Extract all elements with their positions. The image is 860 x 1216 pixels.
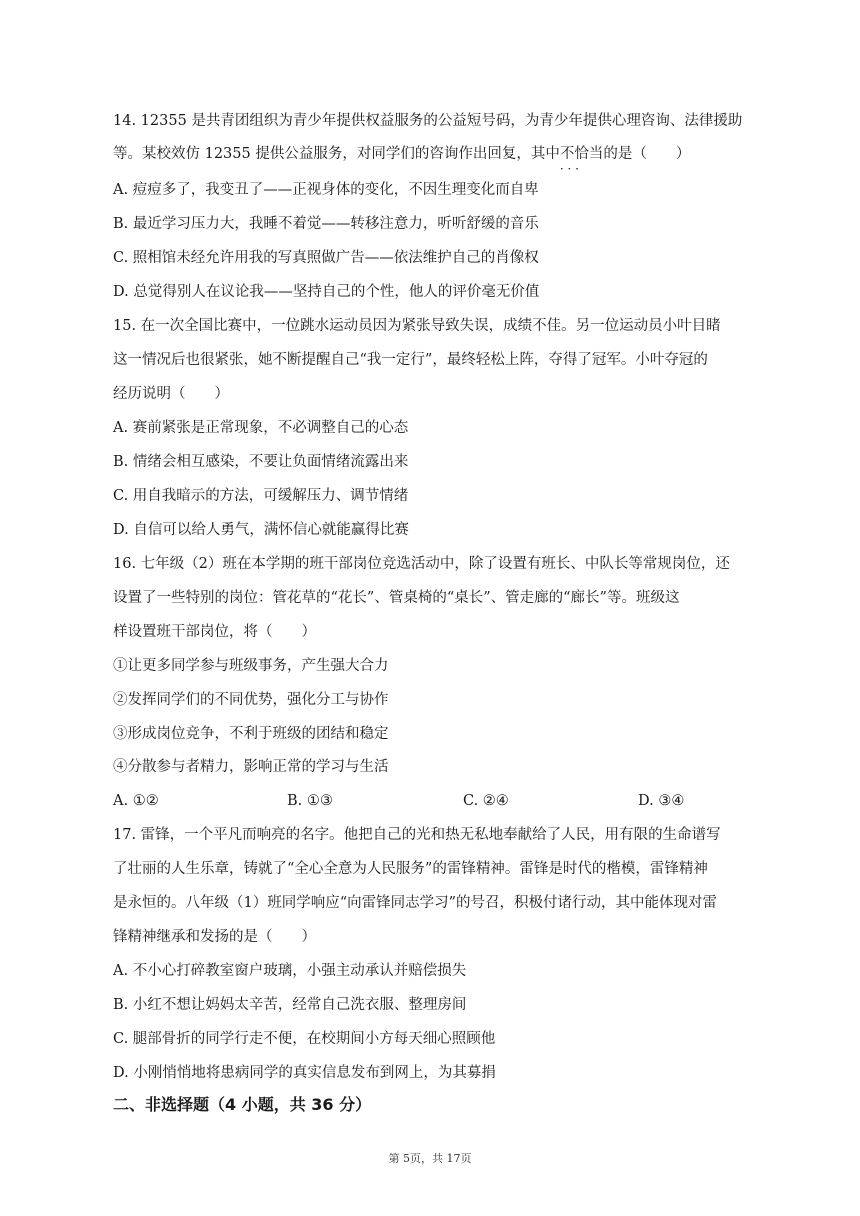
- q16-statement-4: ④分散参与者精力，影响正常的学习与生活: [113, 759, 389, 775]
- q16-stem-line-2: 设置了一些特别的岗位：管花草的“花长”、管桌椅的“桌长”、管走廊的“廊长”等。班级这: [113, 590, 680, 606]
- q17-option-d: D. 小刚悄悄地将患病同学的真实信息发布到网上，为其募捐: [113, 1065, 496, 1081]
- q16-stem-line-1: 16. 七年级（2）班在本学期的班干部岗位竞选活动中，除了设置有班长、中队长等常规岗位，还: [113, 556, 730, 572]
- q16-statement-1: ①让更多同学参与班级事务，产生强大合力: [113, 658, 389, 674]
- q16-choice-a: A. ①②: [113, 793, 159, 809]
- q14-stem-after: 的是（ ）: [603, 146, 691, 162]
- q16-choice-c: C. ②④: [463, 793, 509, 809]
- q17-stem-line-4: 锋精神继承和发扬的是（ ）: [113, 929, 316, 945]
- q15-option-d: D. 自信可以给人勇气，满怀信心就能赢得比赛: [113, 522, 409, 538]
- q14-option-d: D. 总觉得别人在议论我——坚持自己的个性，他人的评价毫无价值: [113, 284, 540, 300]
- q16-statement-3: ③形成岗位竞争，不利于班级的团结和稳定: [113, 726, 389, 742]
- q17-stem-line-3: 是永恒的。八年级（1）班同学响应“向雷锋同志学习”的号召，积极付诸行动，其中能体现对雷: [113, 895, 718, 911]
- q16-choice-d: D. ③④: [638, 793, 685, 809]
- q14-stem-line-2: [113, 144, 753, 164]
- q15-stem-line-3: 经历说明（ ）: [113, 386, 229, 402]
- q15-option-a: A. 赛前紧张是正常现象，不必调整自己的心态: [113, 420, 409, 436]
- q16-stem-line-3: 样设置班干部岗位，将（ ）: [113, 624, 316, 640]
- q17-option-a: A. 不小心打碎教室窗户玻璃，小强主动承认并赔偿损失: [113, 963, 467, 979]
- q14-stem-before: 等。某校效仿 12355 提供公益服务，对同学们的咨询作出回复，其中: [113, 146, 560, 162]
- q14-option-c: C. 照相馆未经允许用我的写真照做广告——依法维护自己的肖像权: [113, 250, 539, 266]
- q14-stem-line-1: 14. 12355 是共青团组织为青少年提供权益服务的公益短号码，为青少年提供心理咨询、法律援助: [113, 113, 743, 129]
- q14-option-a: A. 痘痘多了，我变丑了——正视身体的变化，不因生理变化而自卑: [113, 182, 539, 198]
- q17-stem-line-2: 了壮丽的人生乐章，铸就了“全心全意为人民服务”的雷锋精神。雷锋是时代的楷模，雷锋精神: [113, 861, 708, 877]
- q17-option-c: C. 腿部骨折的同学行走不便，在校期间小方每天细心照顾他: [113, 1031, 496, 1047]
- q15-option-c: C. 用自我暗示的方法，可缓解压力、调节情绪: [113, 488, 409, 504]
- q17-stem-line-1: 17. 雷锋，一个平凡而响亮的名字。他把自己的光和热无私地奉献给了人民，用有限的生命谱写: [113, 827, 721, 843]
- q17-option-b: B. 小红不想让妈妈太辛苦，经常自己洗衣服、整理房间: [113, 997, 467, 1013]
- section-heading: 二、非选择题（4 小题，共 36 分）: [113, 1095, 372, 1114]
- q14-emphasis-text: 不恰当 · · ·: [560, 146, 604, 162]
- page-number-footer: 第 5页，共 17页: [388, 1152, 472, 1165]
- q14-option-b: B. 最近学习压力大，我睡不着觉——转移注意力，听听舒缓的音乐: [113, 216, 539, 232]
- q15-stem-line-2: 这一情况后也很紧张，她不断提醒自己“我一定行”，最终轻松上阵，夺得了冠军。小叶夺冠的: [113, 352, 708, 368]
- q16-choice-b: B. ①③: [287, 793, 333, 809]
- q16-choice-row: [113, 791, 753, 811]
- q15-stem-line-1: 15. 在一次全国比赛中，一位跳水运动员因为紧张导致失误，成绩不佳。另一位运动员小叶目睹: [113, 318, 721, 334]
- q16-statement-2: ②发挥同学们的不同优势，强化分工与协作: [113, 692, 389, 708]
- q15-option-b: B. 情绪会相互感染，不要让负面情绪流露出来: [113, 454, 409, 470]
